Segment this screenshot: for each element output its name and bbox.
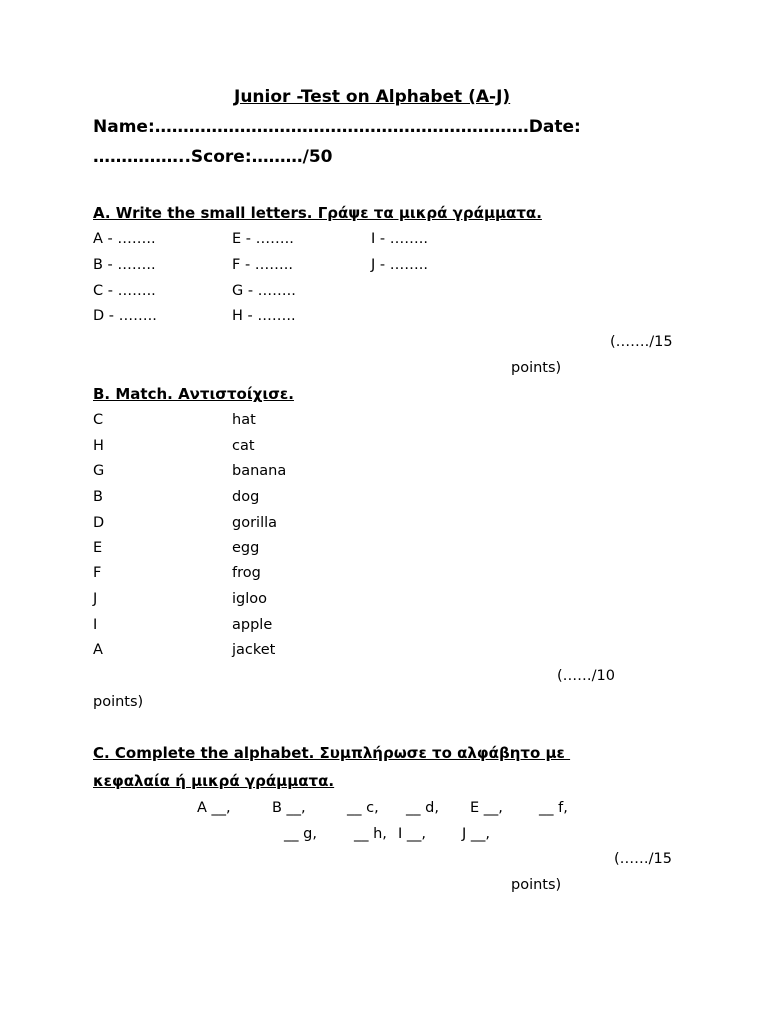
letter-item-d: D - ……..	[93, 308, 157, 324]
match-letter: G	[93, 463, 105, 479]
alphabet-blank: __ f,	[539, 800, 568, 816]
alphabet-blank: I __,	[398, 826, 426, 842]
name-date-line: Name:…………………………………………………………Date:	[93, 117, 581, 137]
letter-item-e: E - ……..	[232, 231, 294, 247]
match-word: egg	[232, 540, 260, 556]
match-word: gorilla	[232, 515, 278, 531]
match-word: igloo	[232, 591, 268, 607]
section-a-points: (……./15	[610, 334, 673, 350]
letter-item-a: A - ……..	[93, 231, 156, 247]
section-b-heading: B. Match. Αντιστοίχισε.	[93, 385, 294, 403]
section-a-heading: A. Write the small letters. Γράψε τα μικρά γράμματα.	[93, 204, 542, 222]
letter-item-i: I - ……..	[371, 231, 428, 247]
match-word: cat	[232, 438, 255, 454]
match-letter: D	[93, 515, 105, 531]
match-letter: J	[93, 591, 98, 607]
match-letter: E	[93, 540, 103, 556]
match-word: dog	[232, 489, 260, 505]
letter-item-f: F - ……..	[232, 257, 294, 273]
match-word: frog	[232, 565, 261, 581]
alphabet-blank: __ h,	[354, 826, 387, 842]
match-letter: I	[93, 617, 98, 633]
page-title: Junior -Test on Alphabet (A-J)	[234, 87, 511, 107]
section-c-heading: C. Complete the alphabet. Συμπλήρωσε το αλφάβητο με	[93, 744, 571, 762]
letter-item-h: H - ……..	[232, 308, 296, 324]
match-letter: F	[93, 565, 102, 581]
section-b-points-label: points)	[93, 694, 144, 710]
section-a-points-label: points)	[511, 360, 562, 376]
match-word: banana	[232, 463, 287, 479]
letter-item-b: B - ……..	[93, 257, 156, 273]
score-line: ……………..Score:………/50	[93, 147, 333, 167]
letter-item-j: J - ……..	[371, 257, 428, 273]
alphabet-blank: __ d,	[406, 800, 439, 816]
match-letter: C	[93, 412, 104, 428]
letter-item-c: C - ……..	[93, 283, 156, 299]
alphabet-blank: __ g,	[284, 826, 317, 842]
alphabet-blank: __ c,	[347, 800, 379, 816]
section-c-points: (……/15	[614, 851, 672, 867]
match-letter: B	[93, 489, 103, 505]
alphabet-blank: J __,	[462, 826, 490, 842]
section-c-points-label: points)	[511, 877, 562, 893]
match-letter: A	[93, 642, 103, 658]
match-letter: H	[93, 438, 104, 454]
letter-item-g: G - ……..	[232, 283, 296, 299]
alphabet-blank: B __,	[272, 800, 306, 816]
section-c-heading-continued: κεφαλαία ή μικρά γράμματα.	[93, 772, 335, 790]
alphabet-blank: E __,	[470, 800, 503, 816]
match-word: hat	[232, 412, 256, 428]
section-b-points: (……/10	[557, 668, 615, 684]
match-word: apple	[232, 617, 273, 633]
alphabet-blank: A __,	[197, 800, 231, 816]
match-word: jacket	[232, 642, 276, 658]
